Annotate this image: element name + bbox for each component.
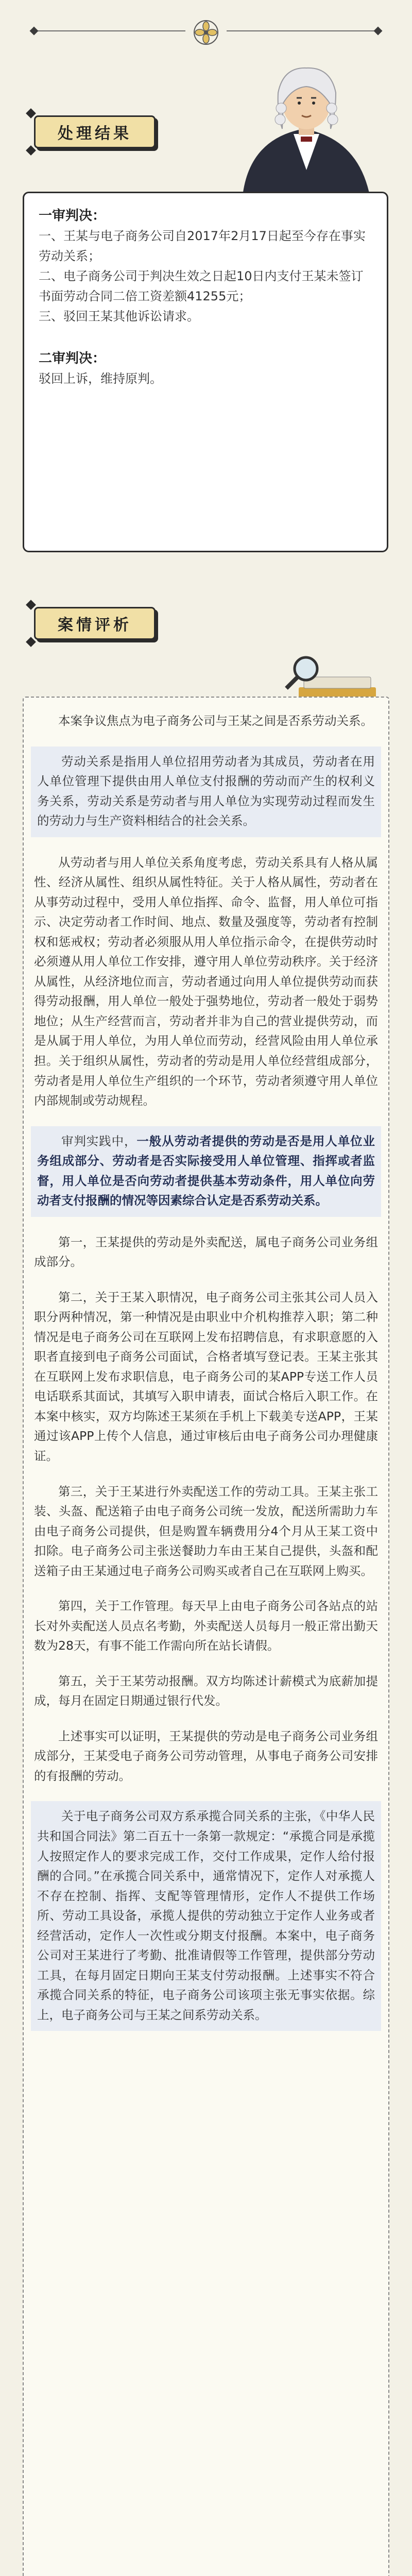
analysis-paragraph: 第五，关于王某劳动报酬。双方均陈述计薪模式为底薪加提成，每月在固定日期通过银行代发。 — [34, 1673, 378, 1708]
analysis-paragraph: 第三，关于王某进行外卖配送工作的劳动工具。王某主张工装、头盔、配送箱子由电子商务公司统一发放，配送所需助力车由电子商务公司提供，但是购置车辆费用分4个月从王某工资中扣除。电子商务公司主张送餐助力车由王某自己提供，头盔和配送箱子由王某通过电子商务公司购买或者自己在互联网上购买。 — [34, 1484, 378, 1578]
analysis-paragraph-highlight — [31, 1126, 381, 1217]
section-title-text: 案情评析 — [58, 616, 132, 634]
top-ornament — [0, 15, 412, 46]
analysis-paragraph: 第四，关于工作管理。每天早上由电子商务公司各站点的站长对外卖配送人员点名考勤，外卖配送人员每月一般正常出勤天数为28天，有事不能工作需向所在站长请假。 — [34, 1599, 378, 1653]
second-instance-heading: 二审判决： — [39, 350, 106, 366]
ornament-line-left — [36, 30, 185, 31]
analysis-paragraph: 本案争议焦点为电子商务公司与王某之间是否系劳动关系。 — [58, 714, 373, 728]
first-instance-heading: 一审判决： — [39, 208, 106, 224]
analysis-paragraph: 上述事实可以证明，王某提供的劳动是电子商务公司业务组成部分，王某受电子商务公司劳动管理，从事电子商务公司安排的有报酬的劳动。 — [34, 1728, 378, 1783]
judge-illustration — [221, 52, 391, 201]
first-instance-item: 一、王某与电子商务公司自2017年2月17日起至今存在事实劳动关系； — [39, 229, 366, 264]
analysis-paragraph: 从劳动者与用人单位关系角度考虑，劳动关系具有人格从属性、经济从属性、组织从属性特征。关于人格从属性，劳动者在从事劳动过程中，受用人单位指挥、命令、监督，用人单位可指示、决定劳动者工作时间、地点、数量及强度等，劳动者有控制权和惩戒权；劳动者必须服从用人单位指示命令，在提供劳动时必须遵从用人单位工作安排，遵守用人单位劳动秩序。关于经济从属性，从经济地位而言，劳动者通过向用人单位提供劳动而获得劳动报酬，用人单位一般处于强势地位，劳动者一般处于弱势地位；从生产经营而言，劳动者并非为自己的营业提供劳动，而是从属于用人单位，为用人单位而劳动，经营风险由用人单位承担。关于组织从属性，劳动者的劳动是用人单位经营组成部分，劳动者是用人单位生产组织的一个环节，劳动者须遵守用人单位内部规制或劳动规程。 — [34, 855, 378, 1108]
pin-icon — [26, 145, 36, 156]
second-instance-item: 驳回上诉，维持原判。 — [39, 371, 162, 386]
highlight-prefix: 审判实践中， — [61, 1133, 137, 1148]
analysis-box — [23, 697, 389, 2576]
highlight-text: 一般从劳动者提供的劳动是否是用人单位业务组成部分、劳动者是否实际接受用人单位管理、指挥或者监督，用人单位是否向劳动者提供基本劳动条件，用人单位向劳动者支付报酬的情况等因素综合认定是否系劳动关系。 — [37, 1133, 375, 1208]
section-title-text: 处理结果 — [58, 125, 132, 143]
judgement-box — [23, 192, 388, 552]
analysis-paragraph: 第一，王某提供的劳动是外卖配送，属电子商务公司业务组成部分。 — [34, 1234, 378, 1269]
analysis-paragraph: 第二，关于王某入职情况，电子商务公司主张其公司人员入职分两种情况，第一种情况是由职业中介机构推荐入职；第二种情况是电子商务公司在互联网上发布招聘信息，有求职意愿的入职者直接到电子商务公司面试，合格者填写登记表。王某主张其在互联网上发布求职信息，电子商务公司的某APP专送工作人员电话联系其面试，其填写入职申请表，面试合格后入职工作。在本案中核实，双方均陈述王某须在手机上下载美专送APP，王某通过该APP上传个人信息，通过审核后由电子商务公司办理健康证。 — [34, 1290, 378, 1463]
pin-icon — [26, 600, 36, 610]
analysis-paragraph: 劳动关系是指用人单位招用劳动者为其成员，劳动者在用人单位管理下提供由用人单位支付报酬的劳动而产生的权利义务关系，劳动关系是劳动者与用人单位为实现劳动过程而发生的劳动力与生产资料相结合的社会关系。 — [31, 747, 381, 837]
first-instance-item: 二、电子商务公司于判决生效之日起10日内支付王某未签订书面劳动合同二倍工资差额41255元； — [39, 269, 364, 304]
analysis-paragraph: 关于电子商务公司双方系承揽合同关系的主张，《中华人民共和国合同法》第二百五十一条第一款规定：“承揽合同是承揽人按照定作人的要求完成工作，交付工作成果，定作人给付报酬的合同。”在承揽合同关系中，通常情况下，定作人对承揽人不存在控制、指挥、支配等管理情形，定作人不提供工作场所、劳动工具设备，承揽人提供的劳动独立于定作人业务或者经营活动，定作人一次性或分期支付报酬。本案中，电子商务公司对王某进行了考勤、批准请假等工作管理，提供部分劳动工具，在每月固定日期向王某支付劳动报酬。上述事实不符合承揽合同关系的特征，电子商务公司该项主张无事实依据。综上，电子商务公司与王某之间系劳动关系。 — [31, 1801, 381, 2031]
section-title-result — [34, 115, 156, 148]
first-instance-item: 三、驳回王某其他诉讼请求。 — [39, 309, 199, 324]
pin-icon — [26, 108, 36, 118]
pin-icon — [26, 637, 36, 647]
section-title-analysis — [34, 607, 156, 640]
ornament-dot-left — [30, 27, 39, 36]
ornament-line-right — [227, 30, 376, 31]
ornament-dot-right — [374, 27, 383, 36]
flower-icon — [193, 20, 219, 45]
